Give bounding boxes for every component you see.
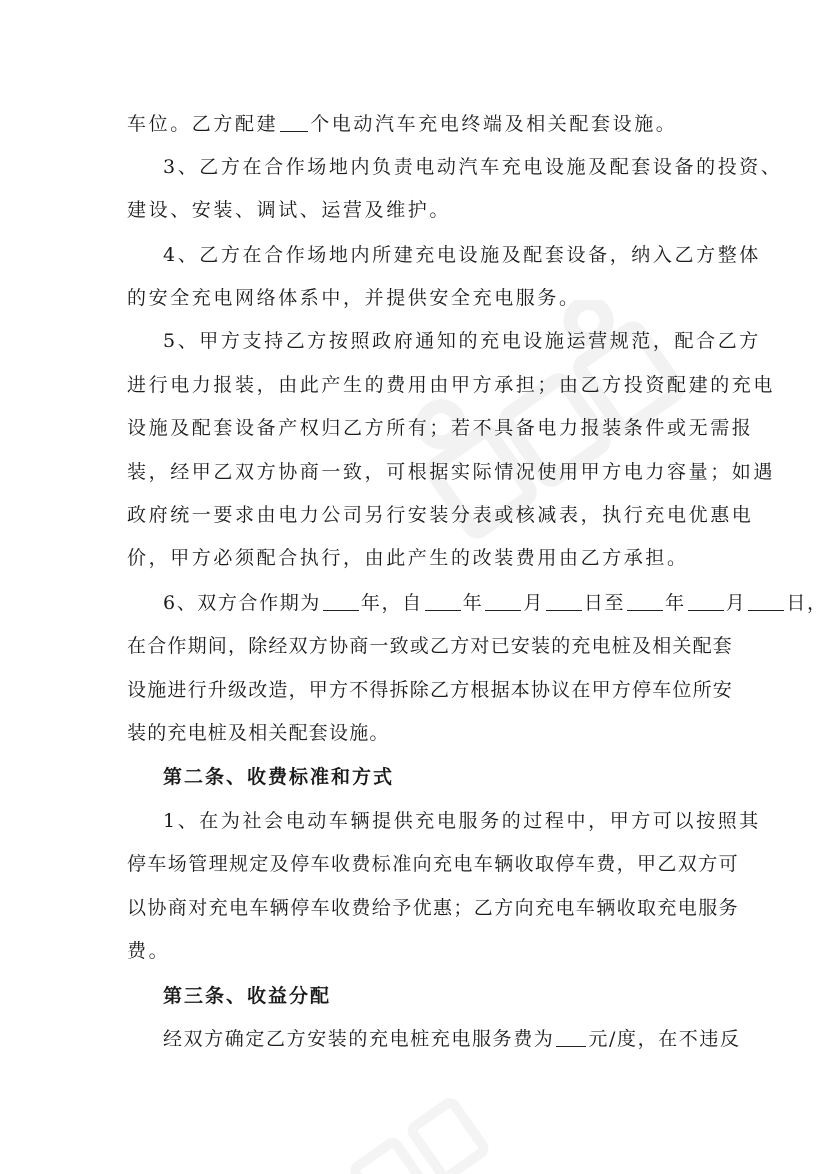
blank-terminal-count[interactable] — [280, 113, 308, 132]
blank-start-day[interactable] — [546, 592, 582, 611]
paragraph-line: 装的充电桩及相关配套设施。 — [127, 722, 390, 744]
section-heading-2: 第二条、收费标准和方式 — [163, 766, 395, 788]
blank-term-years[interactable] — [323, 592, 359, 611]
paragraph-line: 车位。乙方配建 个电动汽车充电终端及相关配套设施。 — [127, 113, 678, 135]
blank-start-month[interactable] — [485, 592, 521, 611]
paragraph-line: 停车场管理规定及停车收费标准向充电车辆收取停车费，甲乙双方可 — [127, 853, 740, 875]
paragraph-line: 3、乙方在合作场地内负责电动汽车充电设施及配套设备的投资、 — [163, 156, 783, 178]
paragraph-line: 设施进行升级改造，甲方不得拆除乙方根据本协议在甲方停车位所安 — [127, 679, 734, 701]
blank-start-year[interactable] — [425, 592, 461, 611]
paragraph-line: 的安全充电网络体系中，并提供安全充电服务。 — [127, 287, 581, 309]
paragraph-line: 5、甲方支持乙方按照政府通知的充电设施运营规范，配合乙方 — [163, 330, 761, 352]
paragraph-line: 价，甲方必须配合执行，由此产生的改装费用由乙方承担。 — [127, 547, 689, 569]
blank-end-month[interactable] — [688, 592, 724, 611]
blank-end-day[interactable] — [748, 592, 784, 611]
cooperation-term-line: 6、双方合作期为 年，自 年 月 日至 年 月 日， — [163, 592, 828, 614]
service-fee-line: 经双方确定乙方安装的充电桩充电服务费为 元/度，在不违反 — [163, 1028, 741, 1050]
paragraph-line: 费。 — [127, 940, 171, 962]
watermark-logo-fragment-icon — [330, 1080, 530, 1174]
paragraph-line: 设施及配套设备产权归乙方所有；若不具备电力报装条件或无需报 — [127, 417, 754, 439]
paragraph-line: 1、在为社会电动车辆提供充电服务的过程中，甲方可以按照其 — [163, 810, 761, 832]
paragraph-line: 在合作期间，除经双方协商一致或乙方对已安装的充电桩及相关配套 — [127, 635, 734, 657]
paragraph-line: 装，经甲乙双方协商一致，可根据实际情况使用甲方电力容量；如遇 — [127, 461, 776, 483]
paragraph-line: 进行电力报装，由此产生的费用由甲方承担；由乙方投资配建的充电 — [127, 374, 776, 396]
paragraph-line: 4、乙方在合作场地内所建充电设施及配套设备，纳入乙方整体 — [163, 244, 761, 266]
paragraph-line: 建设、安装、调试、运营及维护。 — [127, 199, 452, 221]
blank-service-fee[interactable] — [556, 1028, 586, 1047]
blank-end-year[interactable] — [627, 592, 663, 611]
paragraph-line: 政府统一要求由电力公司另行安装分表或核减表，执行充电优惠电 — [127, 504, 754, 526]
section-heading-3: 第三条、收益分配 — [163, 985, 332, 1007]
paragraph-line: 以协商对充电车辆停车收费给予优惠；乙方向充电车辆收取充电服务 — [127, 897, 740, 919]
